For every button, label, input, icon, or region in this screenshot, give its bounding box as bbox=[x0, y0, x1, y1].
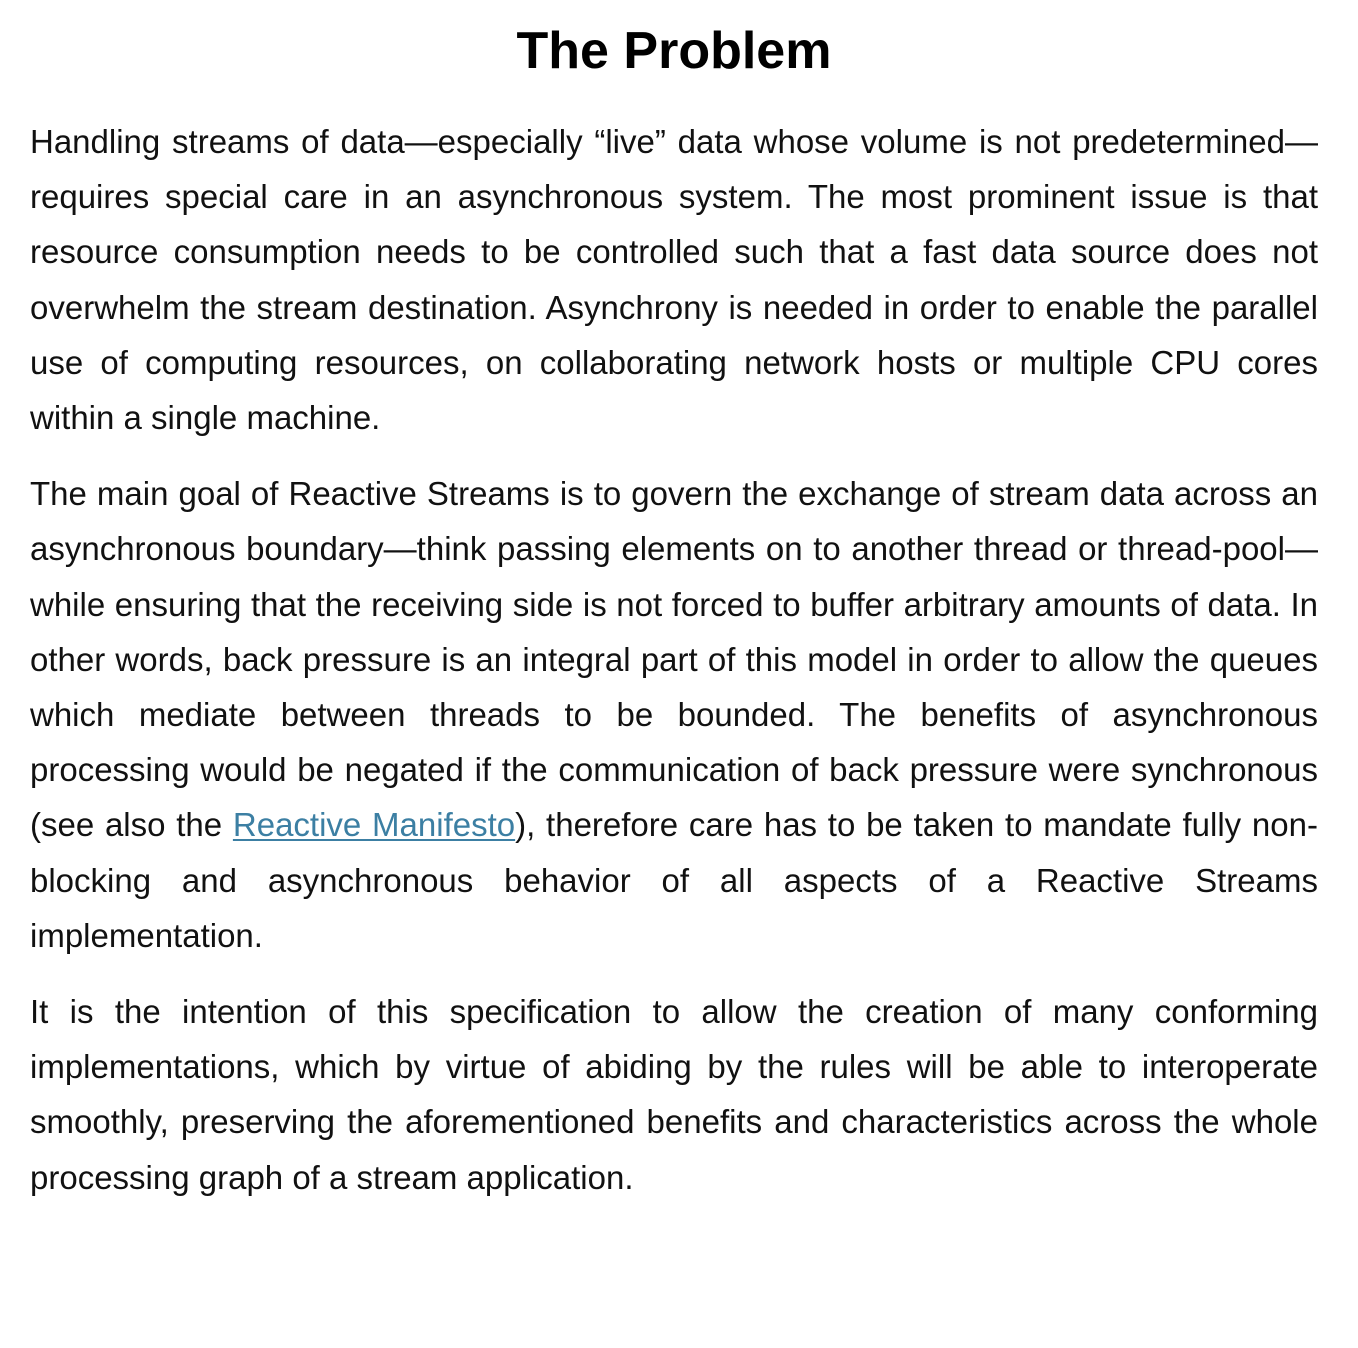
paragraph-text-before-link: The main goal of Reactive Streams is to govern the exchange of stream data across an asynchronous boundary—think passing elements on to another thread or thread-pool—while ensuring that the receiving side is not forced to buffer arbitrary amounts of data. In other words, back pressure is an integral part of this model in order to allow the queues which mediate between threads to be bounded. The benefits of asynchronous processing would be negated if the communication of back pressure were synchronous (see also the bbox=[30, 475, 1318, 844]
paragraph-specification-intention: It is the intention of this specification to allow the creation of many conforming implementations, which by virtue of abiding by the rules will be able to interoperate smoothly, preserving the aforementioned benefits and characteristics across the whole processing graph of a stream application. bbox=[30, 993, 1318, 1196]
page-title: The Problem bbox=[516, 22, 832, 80]
paragraph-problem-statement: Handling streams of data—especially “live” data whose volume is not predetermined—requires special care in an asynchronous system. The most prominent issue is that resource consumption needs to be controlled such that a fast data source does not overwhelm the stream destination. Asynchrony is needed in order to enable the parallel use of computing resources, on collaborating network hosts or multiple CPU cores within a single machine. bbox=[30, 123, 1318, 437]
paragraph-text-after-link: ), therefore care has to be taken to mandate fully non-blocking and asynchronous behavior of all aspects of a Reactive Streams implementation. bbox=[30, 806, 1318, 954]
paragraph-reactive-streams-goal bbox=[30, 466, 1318, 963]
reactive-manifesto-link[interactable]: Reactive Manifesto bbox=[232, 806, 516, 844]
